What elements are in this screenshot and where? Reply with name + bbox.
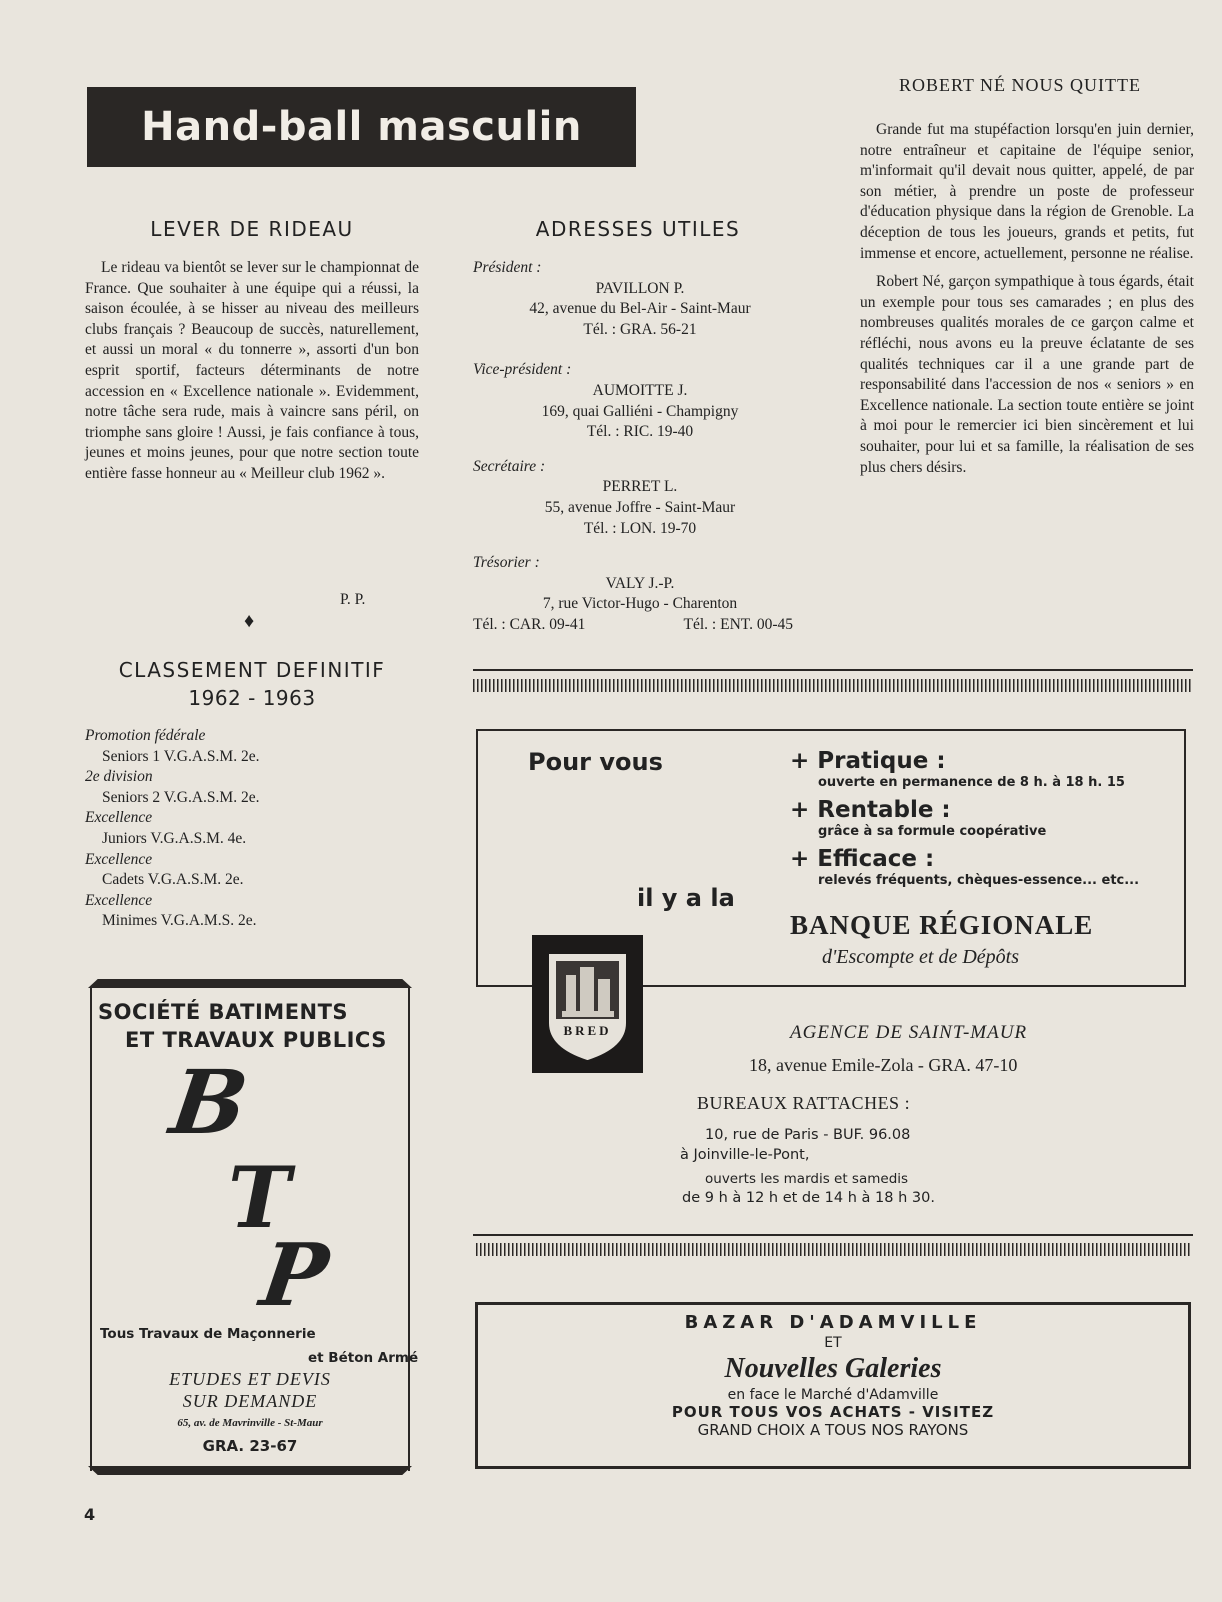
bazar-face: en face le Marché d'Adamville	[727, 1387, 939, 1403]
classement-category: Excellence	[85, 850, 153, 868]
vice-address: 169, quai Galliéni - Champigny	[541, 402, 739, 420]
page-number: 4	[84, 1505, 96, 1524]
agence-name: AGENCE DE SAINT-MAUR	[790, 1022, 1028, 1043]
vice-role: Vice-président :	[473, 361, 572, 379]
secretaire-tel: Tél. : LON. 19-70	[583, 519, 697, 537]
president-tel: Tél. : GRA. 56-21	[583, 320, 697, 338]
lever-signature: P. P.	[340, 591, 366, 608]
btp-etudes-1: ETUDES ET DEVIS	[169, 1369, 331, 1389]
bank-name: BANQUE RÉGIONALE	[790, 910, 1094, 940]
btp-etudes	[90, 1368, 410, 1412]
agence-address: 18, avenue Emile-Zola - GRA. 47-10	[749, 1055, 1018, 1075]
robert-article	[860, 120, 1194, 478]
classement-category: Excellence	[85, 809, 153, 827]
btp-letter-p: P	[254, 1225, 334, 1326]
robert-paragraph-2: Robert Né, garçon sympathique à tous égards, était un exemple pour tous ses camarades ; en plus des nombreuses qualités morales de ce garçon calme et réfléchi, nous avons eu la preuve éclatante de ses qualités techniques car il a une grande part de responsabilité dans l'accession de nos « seniors » en Excellence nationale. La section toute entière se joint à moi pour le remercier ici bien sincèrement et lui souhaiter, pour lui et sa famille, la réalisation de ses plus chers désirs.	[860, 273, 1194, 476]
bazar-et: ET	[824, 1335, 842, 1351]
btp-services-2: et Béton Armé	[308, 1350, 419, 1366]
classement-category: 2e division	[85, 768, 153, 786]
tresorier-tel-1: Tél. : CAR. 09-41	[473, 615, 586, 633]
banner-title: Hand-ball masculin	[141, 104, 582, 150]
lever-article	[85, 258, 419, 485]
section-banner	[87, 87, 636, 167]
btp-address: 65, av. de Mavrinville - St-Maur	[177, 1417, 323, 1429]
btp-line-1: SOCIÉTÉ BATIMENTS	[98, 1000, 349, 1024]
president-name: PAVILLON P.	[595, 279, 685, 297]
secretaire-name: PERRET L.	[602, 478, 678, 496]
robert-heading: ROBERT NÉ NOUS QUITTE	[898, 75, 1142, 95]
bureau-line: ouverts les mardis et samedis	[705, 1171, 909, 1187]
benefit-title: + Pratique :	[790, 748, 946, 774]
benefit-desc: relevés fréquents, chèques-essence... etc...	[818, 873, 1140, 888]
bank-subtitle: d'Escompte et de Dépôts	[822, 946, 1020, 968]
bureaux-heading: BUREAUX RATTACHES :	[697, 1093, 911, 1113]
bureau-line: à Joinville-le-Pont,	[680, 1147, 810, 1163]
btp-line-2: ET TRAVAUX PUBLICS	[125, 1028, 387, 1052]
secretaire-role: Secrétaire :	[473, 457, 546, 475]
bureau-line: de 9 h à 12 h et de 14 h à 18 h 30.	[682, 1190, 935, 1206]
bazar-achats: POUR TOUS VOS ACHATS - VISITEZ	[671, 1403, 995, 1421]
robert-paragraph-1: Grande fut ma stupéfaction lorsqu'en juin dernier, notre entraîneur et capitaine de l'équipe senior, m'informait qu'il devait nous quitter, appelé, de par son métier, à prendre un poste de professeur d'éducation physique dans la région de Grenoble. La déception de tous les joueurs, grands et petits, fut immense et encore, actuellement, personne ne réalise.	[860, 121, 1194, 262]
bazar-title: BAZAR D'ADAMVILLE	[684, 1312, 982, 1333]
secretaire-address: 55, avenue Joffre - Saint-Maur	[544, 498, 736, 516]
diamond-ornament-icon: ♦	[244, 610, 255, 632]
classement-heading: CLASSEMENT DEFINITIF	[118, 658, 386, 682]
tresorier-name: VALY J.-P.	[605, 574, 675, 592]
bred-pour-vous: Pour vous	[528, 748, 663, 776]
classement-team: Cadets V.G.A.S.M. 2e.	[102, 871, 244, 889]
bred-benefits	[790, 748, 1170, 890]
classement-years: 1962 - 1963	[188, 686, 316, 710]
classement-category: Promotion fédérale	[85, 727, 206, 744]
tresorier-tels	[473, 615, 807, 636]
classement-team: Seniors 1 V.G.A.S.M. 2e.	[102, 747, 260, 765]
btp-services-1: Tous Travaux de Maçonnerie	[100, 1326, 316, 1342]
btp-tel: GRA. 23-67	[202, 1437, 298, 1455]
bank-shield-icon	[532, 935, 643, 1073]
benefit-desc: ouverte en permanence de 8 h. à 18 h. 15	[818, 775, 1125, 790]
tick-divider	[476, 1243, 1190, 1256]
btp-etudes-2: SUR DEMANDE	[182, 1391, 318, 1411]
tick-divider	[473, 679, 1193, 692]
vice-name: AUMOITTE J.	[592, 381, 688, 399]
benefit-desc: grâce à sa formule coopérative	[818, 824, 1047, 839]
classement-team: Juniors V.G.A.S.M. 4e.	[102, 829, 247, 847]
adresses-list	[473, 258, 807, 636]
classement-list	[85, 726, 415, 932]
president-address: 42, avenue du Bel-Air - Saint-Maur	[529, 300, 751, 318]
bazar-choix: GRAND CHOIX A TOUS NOS RAYONS	[697, 1421, 969, 1439]
lever-heading: LEVER DE RIDEAU	[150, 217, 354, 241]
classement-category: Excellence	[85, 891, 153, 909]
vice-tel: Tél. : RIC. 19-40	[586, 423, 694, 441]
bred-il-y-a-la: il y a la	[637, 884, 735, 912]
president-role: Président :	[473, 259, 542, 276]
classement-team: Seniors 2 V.G.A.S.M. 2e.	[102, 788, 260, 806]
benefit-title: + Rentable :	[790, 797, 951, 823]
adresses-heading: ADRESSES UTILES	[535, 217, 741, 241]
bazar-ad-content	[475, 1312, 1191, 1439]
bred-logo-text: BRED	[563, 1023, 612, 1038]
benefit-title: + Efficace :	[790, 846, 935, 872]
btp-bottom-bar	[88, 1466, 412, 1475]
lever-paragraph: Le rideau va bientôt se lever sur le championnat de France. Que souhaiter à une équipe qui a réussi, la saison écoulée, à se hisser au niveau des meilleurs clubs français ? Beaucoup de succès, naturellement, et aussi un moral « du tonnerre », assorti d'un bon esprit sportif, facteurs déterminants de notre accession en « Excellence nationale ». Evidemment, notre tâche sera rude, mais à vaincre sans péril, on triomphe sans gloire ! Aussi, je fais confiance à tous, jeunes et moins jeunes, pour que notre section toute entière fasse honneur au « Meilleur club 1962 ».	[85, 259, 419, 482]
bureau-line: 10, rue de Paris - BUF. 96.08	[705, 1127, 911, 1143]
divider	[473, 669, 1193, 671]
btp-letter-t: T	[228, 1148, 291, 1247]
divider	[473, 1234, 1193, 1236]
classement-team: Minimes V.G.A.M.S. 2e.	[102, 912, 257, 930]
btp-top-bar	[88, 979, 412, 988]
btp-letter-b: B	[164, 1050, 254, 1154]
tresorier-tel-2: Tél. : ENT. 00-45	[683, 615, 793, 633]
tresorier-address: 7, rue Victor-Hugo - Charenton	[542, 595, 738, 613]
galeries-name: Nouvelles Galeries	[724, 1353, 942, 1384]
tresorier-role: Trésorier :	[473, 554, 540, 572]
bred-logo	[532, 935, 643, 1073]
